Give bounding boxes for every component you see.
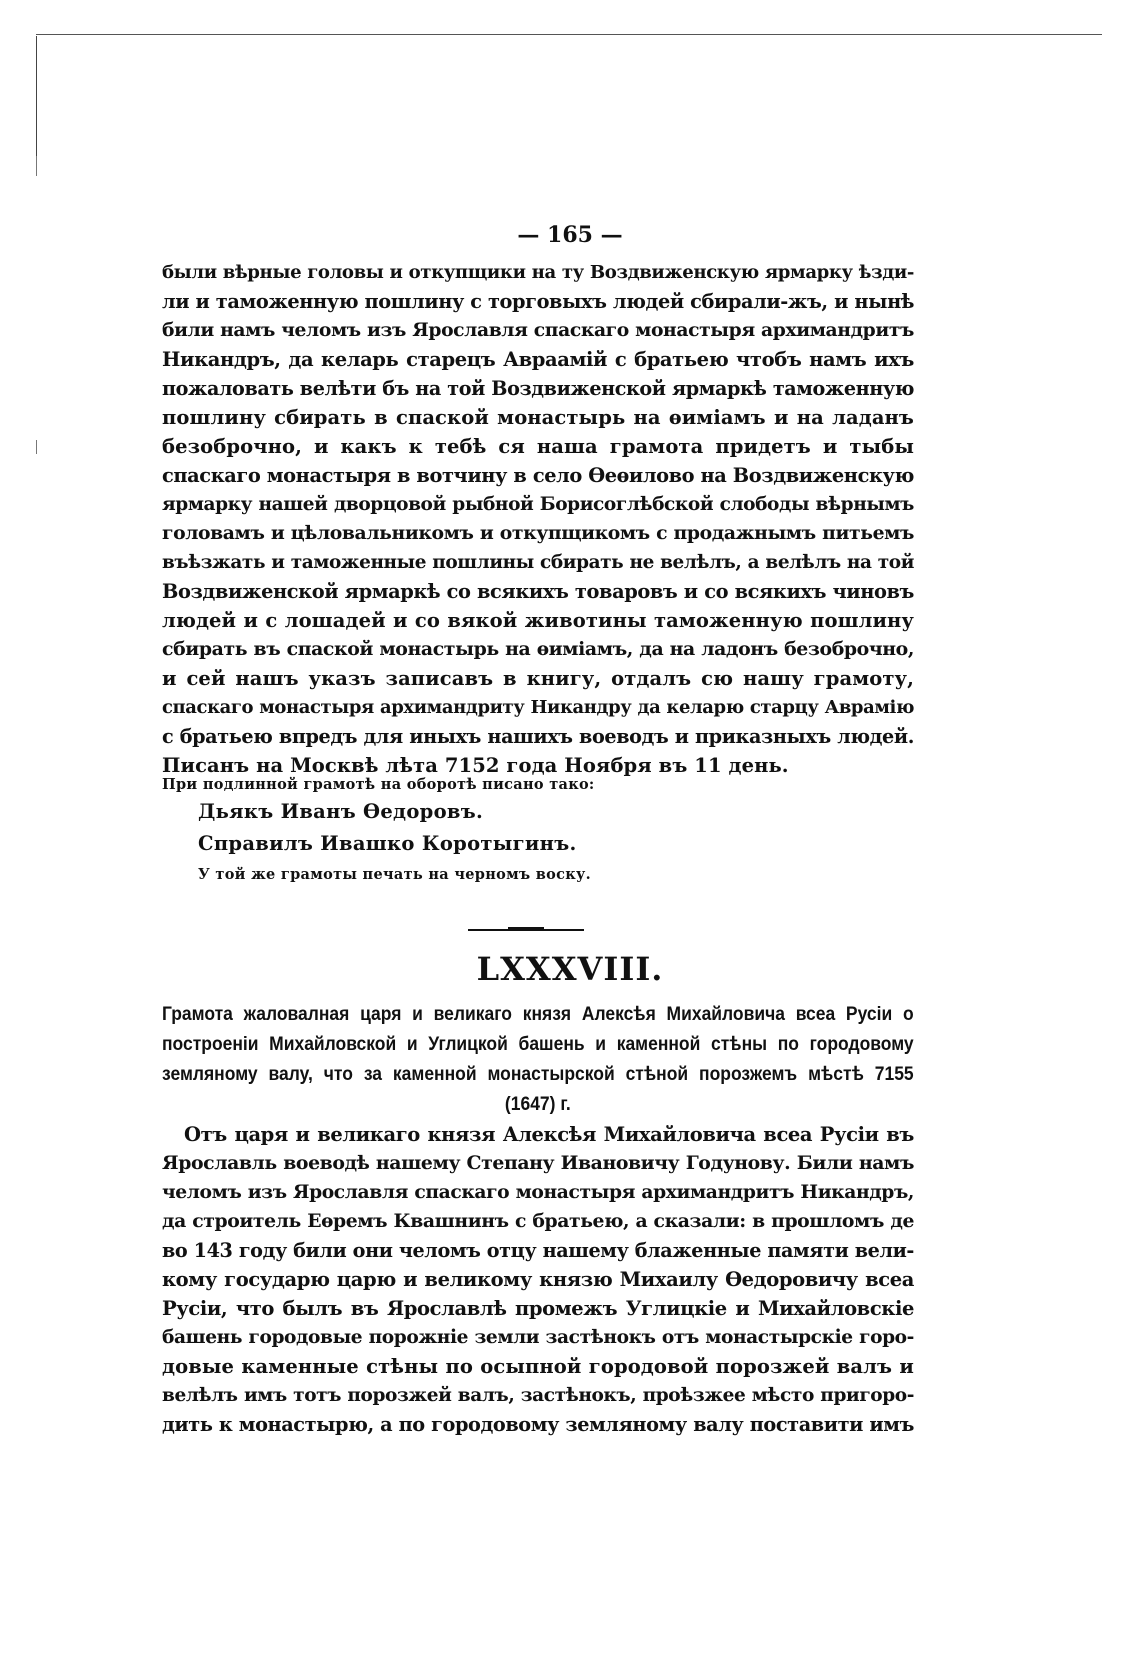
text-line: головамъ и цѣловальникомъ и откупщикомъ с продажнымъ питьемъ (162, 522, 914, 544)
text-line: челомъ изъ Ярославля спаскаго монастыря архимандритъ Никандръ, (162, 1181, 914, 1203)
heading-line: построеніи Михайловской и Углицкой башень и каменной стѣны по городовому (162, 1034, 914, 1055)
document-heading (162, 1000, 914, 1120)
text-line: Никандръ, да келарь старецъ Авраамій с братьею чтобъ намъ ихъ (162, 348, 914, 371)
text-line: башень городовые порожніе земли застѣнокъ отъ монастырскіе горо- (162, 1327, 914, 1348)
heading-line: Грамота жаловалная царя и великаго князя Алексѣя Михайловича всеа Русіи о (162, 1004, 914, 1025)
text-line: безоброчно, и какъ к тебѣ ся наша грамота придетъ и тыбы (162, 435, 914, 458)
text-line: кому государю царю и великому князю Михаилу Ѳедоровичу всеа (162, 1268, 914, 1291)
signature-dyak: Дьякъ Иванъ Ѳедоровъ. (198, 800, 484, 823)
text-line: ярмарку нашей дворцовой рыбной Борисоглѣбской слободы вѣрнымъ (162, 494, 914, 515)
text-line: довые каменные стѣны по осыпной городовой порозжей валъ и (162, 1355, 914, 1378)
scan-tick (36, 440, 37, 454)
text-line: сбирать въ спаской монастырь на ѳиміамъ, да на ладонъ безоброчно, (162, 638, 914, 660)
text-line: Воздвиженской ярмаркѣ со всякихъ товаровъ и со всякихъ чиновъ (162, 580, 914, 603)
note-original: При подлинной грамотѣ на оборотѣ писано тако: (162, 776, 595, 793)
text-line: Ярославль воеводѣ нашему Степану Ивановичу Годунову. Били намъ (162, 1152, 914, 1174)
scan-edge-top (36, 34, 1102, 35)
text-line: Русіи, что былъ въ Ярославлѣ промежъ Углицкіе и Михайловскіе (162, 1297, 914, 1320)
text-line: да строитель Еѳремъ Квашнинъ с братьею, а сказали: в прошломъ де (162, 1210, 914, 1232)
text-line: во 143 году били они челомъ отцу нашему блаженные памяти вели- (162, 1239, 914, 1262)
text-line: пожаловать велѣти бъ на той Воздвиженской ярмаркѣ таможенную (162, 377, 914, 400)
text-line: спаскаго монастыря архимандриту Никандру да келарю старцу Аврамію (162, 697, 914, 718)
text-line: спаскаго монастыря в вотчину в село Ѳеѳилово на Воздвиженскую (162, 464, 914, 487)
paragraph-1 (162, 258, 914, 780)
page-number: — 165 — (517, 222, 623, 248)
signature-spravil: Справилъ Ивашко Коротыгинъ. (198, 832, 577, 855)
paragraph-2 (162, 1120, 914, 1439)
separator-rule-center (508, 927, 544, 931)
text-line: людей и с лошадей и со вякой животины таможенную пошлину (162, 609, 914, 632)
text-line: были вѣрные головы и откупщики на ту Воздвиженскую ярмарку ѣзди- (162, 262, 914, 283)
scan-tick (36, 156, 37, 176)
heading-line: земляному валу, что за каменной монастырской стѣной порозжемъ мѣстѣ 7155 (162, 1064, 914, 1085)
heading-line: (1647) г. (504, 1094, 571, 1115)
text-line: ли и таможенную пошлину с торговыхъ людей сбирали-жъ, и нынѣ (162, 290, 914, 313)
text-line: пошлину сбирать в спаской монастырь на ѳиміамъ и на ладанъ (162, 406, 914, 429)
text-line: били намъ челомъ изъ Ярославля спаскаго монастыря архимандритъ (162, 319, 914, 341)
scan-edge-left (36, 36, 37, 166)
section-number: LXXXVIII. (476, 950, 664, 988)
text-line: въѣзжать и таможенные пошлины сбирать не велѣлъ, а велѣлъ на той (162, 552, 914, 573)
text-line: и сей нашъ указъ записавъ в книгу, отдалъ сю нашу грамоту, (162, 667, 914, 690)
text-line: Писанъ на Москвѣ лѣта 7152 года Ноября въ 11 день. (162, 754, 789, 777)
text-line: с братьею впредъ для иныхъ нашихъ воеводъ и приказныхъ людей. (162, 725, 914, 748)
note-seal: У той же грамоты печать на черномъ воску. (198, 866, 591, 883)
text-line: Отъ царя и великаго князя Алексѣя Михайловича всеа Русіи въ (184, 1123, 914, 1146)
text-line: дить к монастырю, а по городовому земляному валу поставити имъ (162, 1413, 914, 1436)
text-line: велѣлъ имъ тотъ порозжей валъ, застѣнокъ, проѣзжее мѣсто пригоро- (162, 1385, 914, 1406)
